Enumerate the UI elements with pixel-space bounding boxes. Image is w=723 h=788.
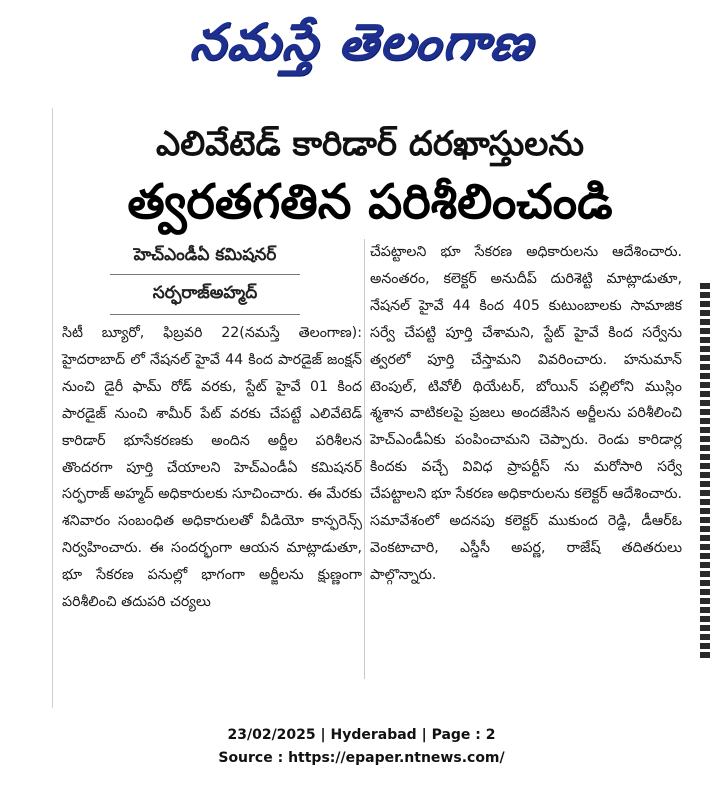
byline-divider: [110, 274, 300, 275]
article-kicker: ఎలివేటెడ్ కారిడార్ దరఖాస్తులను: [156, 124, 584, 164]
footer-source: Source : https://epaper.ntnews.com/: [218, 750, 505, 766]
footer-dateline: 23/02/2025 | Hyderabad | Page : 2: [227, 727, 496, 743]
article-body-left: సిటీ బ్యూరో, ఫిబ్రవరి 22(నమస్తే తెలంగాణ): హైదరాబాద్ లో నేషనల్ హైవే 44 కింద పారడైజ్ జంక్షన్ నుంచి డైరీ ఫామ్ రోడ్ వరకు, స్టేట్ హైవే 01 కింద పారడైజ్ నుంచి శామీర్ పేట్ వరకు చేపట్టే ఎలివేటెడ్ కారిడార్ భూసేకరణకు అందిన అర్జీల పరిశీలన తొందరగా పూర్తి చేయాలని హెచ్ఎండీఏ కమిషనర్ సర్ఫరాజ్ అహ్మద్ అధికారులకు సూచించారు. ఈ మేరకు శనివారం సంబంధిత అధికారులతో వీడియో కాన్ఫరెన్స్ నిర్వహించారు. ఈ సందర్భంగా ఆయన మాట్లాడుతూ, భూ సేకరణ పనుల్లో భాగంగా అర్జీలను క్షుణ్ణంగా పరిశీలించి తదుపరి చర్యలు: [62, 325, 362, 611]
article-body-right: చేపట్టాలని భూ సేకరణ అధికారులను ఆదేశించారు. అనంతరం, కలెక్టర్ అనుదీప్ దురిశెట్టి మాట్లాడుతూ, నేషనల్ హైవే 44 కింద 405 కుటుంబాలకు సామాజిక సర్వే చేపట్టి పూర్తి చేశామని, స్టేట్ హైవే కింద సర్వేను త్వరలో పూర్తి చేస్తామని వివరించారు. హనుమాన్ టెంపుల్, టివోలీ థియేటర్, బోయిన్ పల్లిలోని ముస్లిం శ్మశాన వాటికలపై ప్రజలు అందజేసిన అర్జీలను పరిశీలించి హెచ్ఎండీఏకు పంపించామని చెప్పారు. రెండు కారిడార్ల కిందకు వచ్చే వివిధ ప్రాపర్టీస్ ను మరోసారి సర్వే చేపట్టాలని భూ సేకరణ అధికారులను కలెక్టర్ ఆదేశించారు. సమావేశంలో అదనపు కలెక్టర్ ముకుంద రెడ్డి, డీఆర్ఓ వెంకటాచారి, ఎస్డీసీ అపర్ణ, రాజేష్ తదితరులు పాల్గొన్నారు.: [370, 244, 682, 583]
newspaper-logo: నమస్తే తెలంగాణ: [187, 12, 538, 71]
byline-name: సర్ఫరాజ్అహ్మద్: [152, 283, 258, 303]
byline-designation: హెచ్ఎండీఏ కమిషనర్: [133, 245, 277, 265]
article-column-right: [370, 239, 682, 589]
byline-divider: [110, 314, 300, 315]
article-headline: త్వరతగతిన పరిశీలించండి: [127, 174, 613, 230]
adjacent-article-edge: [700, 280, 714, 700]
column-divider: [364, 239, 365, 679]
masthead: [0, 0, 723, 92]
article-column-left: [62, 320, 362, 616]
